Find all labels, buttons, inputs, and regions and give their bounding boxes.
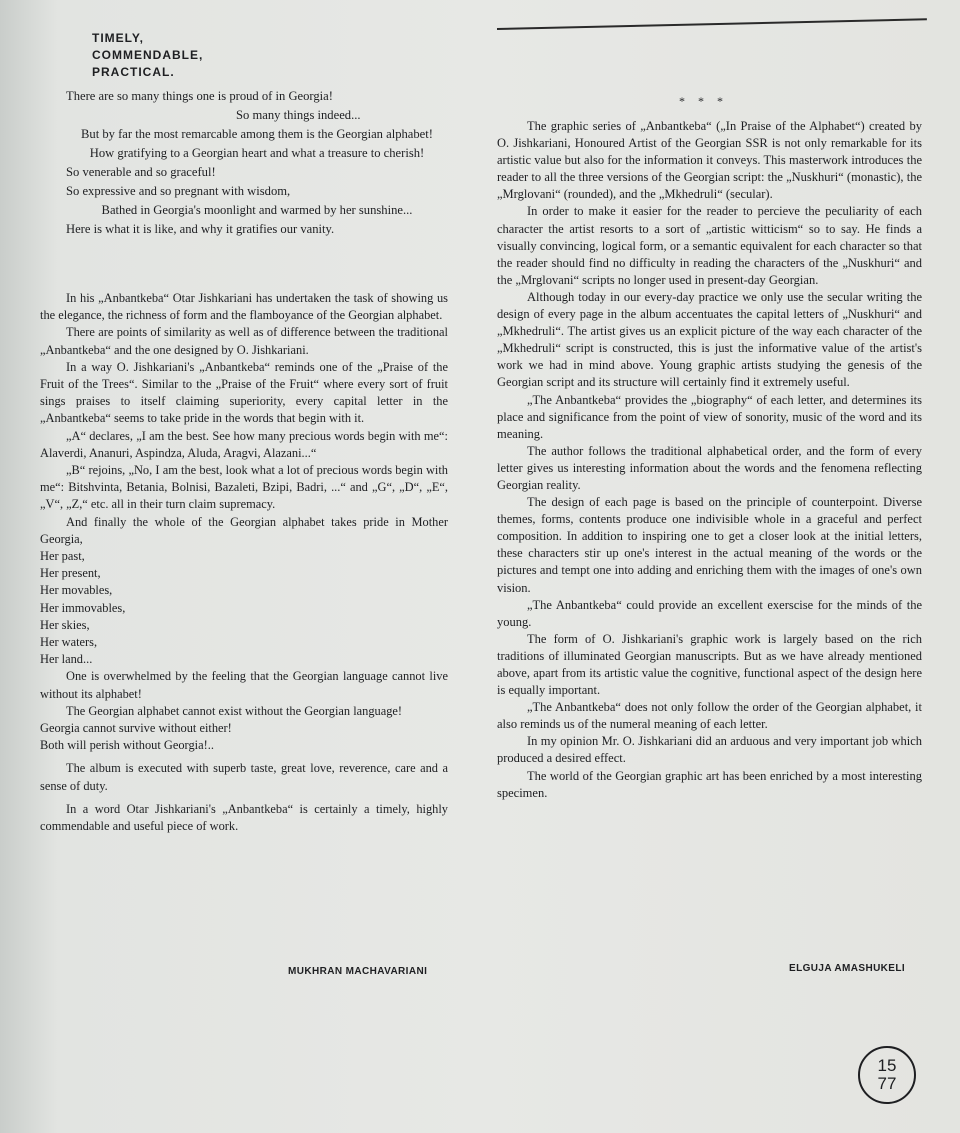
paragraph: „The Anbantkeba“ does not only follow the order of the Georgian alphabet, it also reminds us of the numeral meaning of each letter. [497,700,922,732]
poem-line: Bathed in Georgia's moonlight and warmed by her sunshine... [101,203,413,217]
paragraph: Both will perish without Georgia!.. [40,738,214,753]
author-signature: ELGUJA AMASHUKELI [789,963,906,974]
left-article-body [40,290,448,835]
author-signature: MUKHRAN MACHAVARIANI [288,966,428,977]
list-item: Her present, [40,566,101,581]
poem-line: Here is what it is like, and why it gratifies our vanity. [66,222,335,236]
paragraph: „The Anbantkeba“ could provide an excellent exerscise for the minds of the young. [497,597,922,629]
paragraph: There are points of similarity as well as of difference between the traditional „Anbantkeba“ and the one designed by O. Jishkariani. [40,325,448,357]
list-item: Her skies, [40,617,90,632]
heading-line: COMMENDABLE, [92,48,204,62]
paragraph: The Georgian alphabet cannot exist without the Georgian language! [66,703,403,718]
paragraph: The graphic series of „Anbantkeba“ („In Praise of the Alphabet“) created by O. Jishkariani, Honoured Artist of the Georgian SSR is not only remarkable for its artistic value but also for the information it conveys. This masterwork introduces the reader to all the three versions of the Georgian script: the „Nuskhuri“ (monastic), the „Mrglovani“ (rounded), and the „Mkhedruli“ (secular). [497,119,922,202]
paragraph: „B“ rejoins, „No, I am the best, look what a lot of precious words begin with me“: Bitshvinta, Betania, Bolnisi, Bazaleti, Bzipi, Badri, ...“ and „G“, „D“, „E“, „V“, „Z,“ etc. all in their turn claim supremacy. [40,463,448,512]
paragraph: In his „Anbantkeba“ Otar Jishkariani has undertaken the task of showing us the elegance, the richness of form and the flamboyance of the Georgian alphabet. [40,291,448,323]
heading-line: PRACTICAL. [92,65,175,79]
list-item: Her movables, [40,583,113,598]
paragraph: „The Anbantkeba“ provides the „biography“ of each letter, and determines its place and significance from the point of view of sonority, music of the word and its meaning. [497,392,922,441]
paragraph: In a way O. Jishkariani's „Anbantkeba“ reminds one of the „Praise of the Fruit of the Trees“. Similar to the „Praise of the Fruit“ where every sort of fruit sings praises to itself claiming superiority, every capital letter in the „Anbantkeba“ seems to take pride in the words that begin with it. [40,359,448,426]
paragraph: The album is executed with superb taste, great love, reverence, care and a sense of duty. [40,761,448,793]
list-item: Her immovables, [40,600,126,615]
poem-line: So expressive and so pregnant with wisdom, [66,184,291,198]
right-article-body [497,118,922,802]
poem-line: How gratifying to a Georgian heart and what a treasure to cherish! [89,146,425,160]
paragraph: And finally the whole of the Georgian alphabet takes pride in Mother Georgia, [40,514,448,546]
paragraph: „A“ declares, „I am the best. See how many precious words begin with me“: Alaverdi, Ananuri, Aspindza, Aluda, Aragvi, Alazani...“ [40,428,448,460]
paragraph: In my opinion Mr. O. Jishkariani did an arduous and very important job which produced a desired effect. [497,734,922,766]
paragraph: One is overwhelmed by the feeling that the Georgian language cannot live without its alphabet! [40,669,448,701]
paragraph: In order to make it easier for the reader to percieve the peculiarity of each character the artist resorts to a sort of „artistic witticism“ so to say. He finds a visually convincing, logical form, or a semantic equivalent for each character so that the reader should find no difficulty in reading the characters of the „Nuskhuri“ and the „Mrglovani“ scripts no longer used in present-day Georgian. [497,204,922,287]
section-separator: * * * [679,94,728,108]
stamp-top-number: 15 [877,1056,897,1075]
poem-line: So many things indeed... [236,108,361,122]
intro-poem [66,88,448,240]
paragraph: Although today in our every-day practice we only use the secular writing the design of every page in the album accentuates the capital letters of „Nuskhuri“ and „Mkhedruli“. The artist gives us an explicit picture of the way each character of the „Mkhedruli“ script is constructed, this is just the informative value of the artist's work we had in mind above. Young graphic artists studying the genesis of the Georgian script and its structure will certainly find it extremely useful. [497,289,922,390]
heading-line: TIMELY, [92,31,144,45]
paragraph: Georgia cannot survive without either! [40,721,232,736]
list-item: Her land... [40,652,93,667]
poem-line: There are so many things one is proud of in Georgia! [66,89,333,103]
paragraph: The author follows the traditional alphabetical order, and the form of every letter gives us interesting information about the words and the fenomena reflecting Georgian reality. [497,443,922,492]
poem-line: So venerable and so graceful! [66,165,216,179]
poem-line: But by far the most remarcable among them is the Georgian alphabet! [81,127,433,141]
top-rule-divider [497,18,927,30]
paragraph: The world of the Georgian graphic art has been enriched by a most interesting specimen. [497,768,922,800]
paragraph: In a word Otar Jishkariani's „Anbantkeba“ is certainly a timely, highly commendable and useful piece of work. [40,801,448,834]
list-item: Her waters, [40,635,98,650]
article-heading [92,30,203,81]
paragraph: The form of O. Jishkariani's graphic work is largely based on the rich traditions of illuminated Georgian manuscripts. But as we have already mentioned above, apart from its artistic value the cognitive, functional aspect of the design here is equally important. [497,631,922,698]
stamp-bottom-number: 77 [877,1074,897,1093]
list-item: Her past, [40,549,85,564]
paragraph: The design of each page is based on the principle of counterpoint. Diverse themes, forms, contents produce one indivisible whole in a graceful and perfect composition. In addition to inspiring one to get a closer look at the initial letters, these characters stir up one's interest in the actual meaning of the words or the pictures and tempt one into adding and enriching them with the images of one's own vision. [497,495,922,595]
page-number-stamp [858,1046,916,1104]
